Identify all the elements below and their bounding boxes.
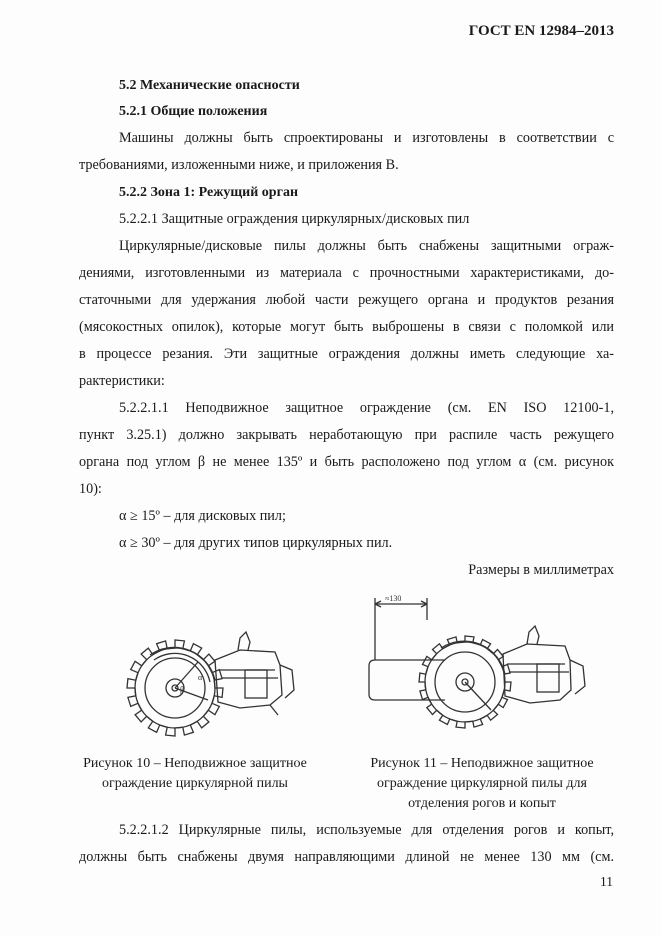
- svg-text:α: α: [198, 673, 203, 682]
- paragraph-line: Циркулярные/дисковые пилы должны быть снабжены защитными ограж-: [119, 238, 614, 254]
- caption-line: Рисунок 10 – Неподвижное защитное: [83, 756, 307, 771]
- caption-line: Рисунок 11 – Неподвижное защитное: [370, 756, 594, 771]
- paragraph-line: 5.2.2.1.2 Циркулярные пилы, используемые для отделения рогов и копыт,: [119, 822, 614, 838]
- paragraph-line: (мясокостных опилок), которые могут быть выброшены в связи с поломкой или: [79, 319, 614, 335]
- paragraph-line: в процессе резания. Эти защитные ограждения должны иметь следующие ха-: [79, 346, 614, 362]
- section-heading-5-2-2: 5.2.2 Зона 1: Режущий орган: [119, 185, 299, 200]
- caption-line: ограждение циркулярной пилы для: [377, 776, 587, 791]
- paragraph-line: рактеристики:: [79, 373, 165, 389]
- page-number: 11: [600, 874, 613, 889]
- document-header-title: ГОСТ EN 12984–2013: [468, 23, 614, 39]
- svg-text:β: β: [180, 685, 185, 694]
- section-heading-5-2: 5.2 Механические опасности: [119, 78, 300, 93]
- figure-11-saw-guard-with-guides-drawing: [365, 590, 605, 740]
- paragraph-line: Машины должны быть спроектированы и изготовлены в соответствии с: [119, 130, 614, 146]
- paragraph-line: дениями, изготовленными из материала с прочностными характеристиками, до-: [79, 265, 614, 281]
- caption-line: ограждение циркулярной пилы: [102, 776, 288, 791]
- paragraph-line: требованиями, изложенными ниже, и приложения B.: [79, 157, 399, 173]
- figure-10-saw-guard-drawing: [120, 620, 305, 740]
- paragraph-line: 5.2.2.1.1 Неподвижное защитное ограждение (см. EN ISO 12100-1,: [119, 400, 614, 416]
- paragraph-line: 10):: [79, 481, 102, 497]
- paragraph-line: должны быть снабжены двумя направляющими длиной не менее 130 мм (см.: [79, 849, 614, 865]
- figure-10-caption: [80, 754, 310, 794]
- dimension-label: ≈130: [385, 594, 402, 603]
- paragraph-line: статочными для удержания любой части режущего органа и продуктов резания: [79, 292, 614, 308]
- section-heading-5-2-1: 5.2.1 Общие положения: [119, 104, 268, 119]
- paragraph-line: пункт 3.25.1) должно закрывать неработающую при распиле часть режущего: [79, 427, 614, 443]
- caption-line: отделения рогов и копыт: [408, 796, 556, 811]
- paragraph-line: органа под углом β не менее 135º и быть расположено под углом α (см. рисунок: [79, 454, 614, 470]
- dimensions-note: Размеры в миллиметрах: [468, 562, 614, 578]
- condition-disc-saws: α ≥ 15º – для дисковых пил;: [119, 508, 286, 524]
- condition-other-saws: α ≥ 30º – для других типов циркулярных пил.: [119, 535, 393, 551]
- figure-11-caption: [352, 754, 612, 814]
- subsection-title-5-2-2-1: 5.2.2.1 Защитные ограждения циркулярных/дисковых пил: [119, 211, 470, 227]
